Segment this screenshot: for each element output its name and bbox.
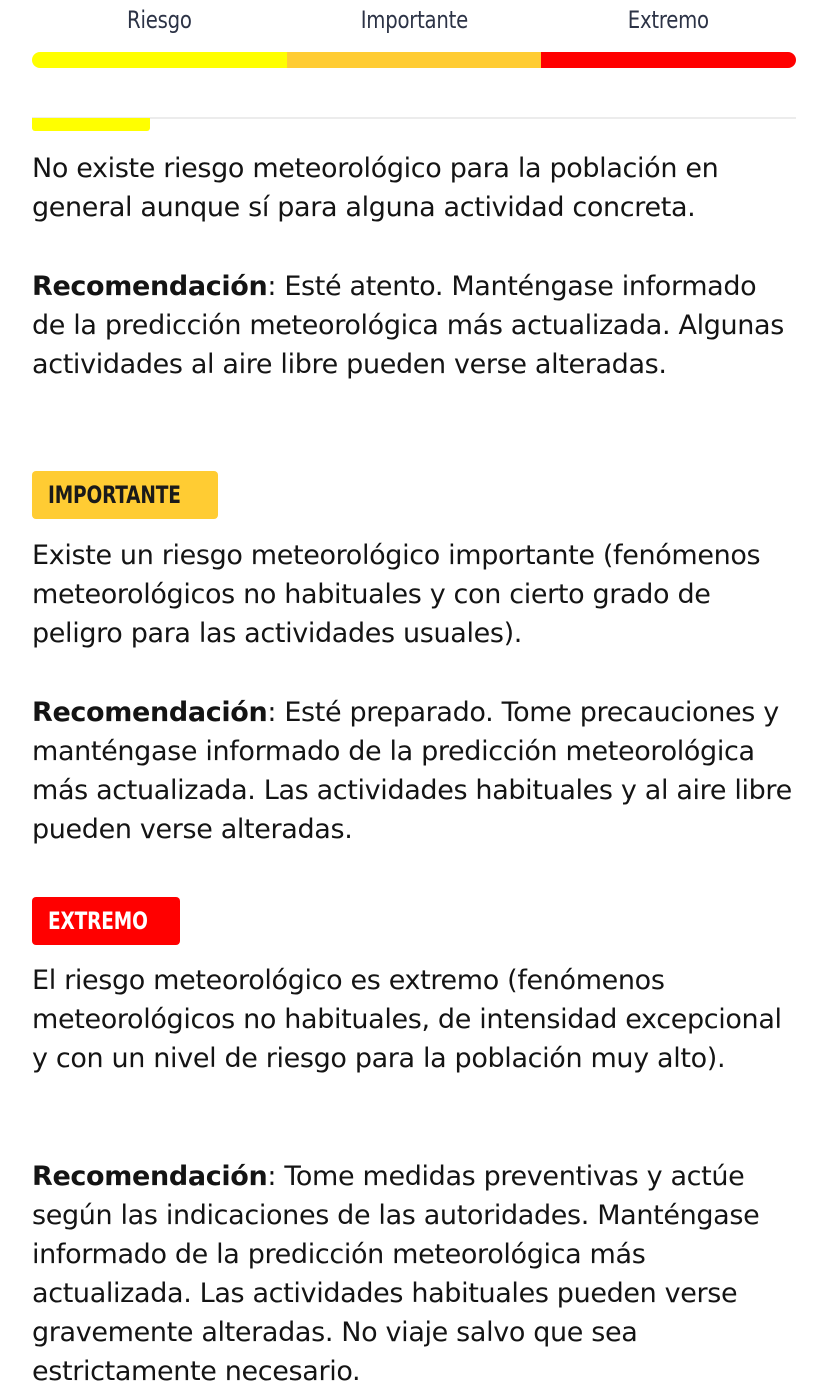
- recommendation-text: : Esté atento. Manténgase informado de la predicción meteorológica más actualizada. Algunas actividades al aire libre pueden verse alteradas.: [32, 271, 784, 380]
- scale-label-extremo: Extremo: [628, 6, 710, 34]
- recommendation-text: : Esté preparado. Tome precauciones y manténgase informado de la predicción meteorológica más actualizada. Las actividades habituales y al aire libre pueden verse alteradas.: [32, 697, 792, 845]
- scale-segment-extremo: [541, 52, 796, 68]
- active-level-marker: [32, 118, 150, 131]
- importante-description: Existe un riesgo meteorológico importante (fenómenos meteorológicos no habituales y con cierto grado de peligro para las actividades usuales).: [32, 540, 761, 649]
- extremo-description: El riesgo meteorológico es extremo (fenómenos meteorológicos no habituales, de intensidad excepcional y con un nivel de riesgo para la población muy alto).: [32, 965, 782, 1074]
- extremo-recommendation: [32, 1157, 796, 1391]
- scale-segment-importante: [287, 52, 542, 68]
- extremo-tag-label: EXTREMO: [48, 907, 148, 935]
- recommendation-label: Recomendación: [32, 1161, 268, 1192]
- risk-scale-bar: [32, 52, 796, 68]
- scale-label-riesgo: Riesgo: [127, 6, 192, 34]
- recommendation-text: : Tome medidas preventivas y actúe según las indicaciones de las autoridades. Manténgase informado de la predicción meteorológica más actualizada. Las actividades habituales pueden verse gravemente alteradas. No viaje salvo que sea estrictamente necesario.: [32, 1161, 760, 1387]
- scale-segment-riesgo: [32, 52, 287, 68]
- riesgo-recommendation: [32, 267, 796, 384]
- risk-scale-labels: [32, 0, 796, 40]
- riesgo-description: No existe riesgo meteorológico para la población en general aunque sí para alguna actividad concreta.: [32, 153, 719, 223]
- importante-level-tag: [32, 471, 218, 519]
- importante-recommendation: [32, 693, 796, 849]
- scale-label-importante: Importante: [360, 6, 468, 34]
- importante-tag-label: IMPORTANTE: [48, 481, 181, 509]
- recommendation-label: Recomendación: [32, 271, 268, 302]
- recommendation-label: Recomendación: [32, 697, 268, 728]
- extremo-level-tag: [32, 897, 180, 945]
